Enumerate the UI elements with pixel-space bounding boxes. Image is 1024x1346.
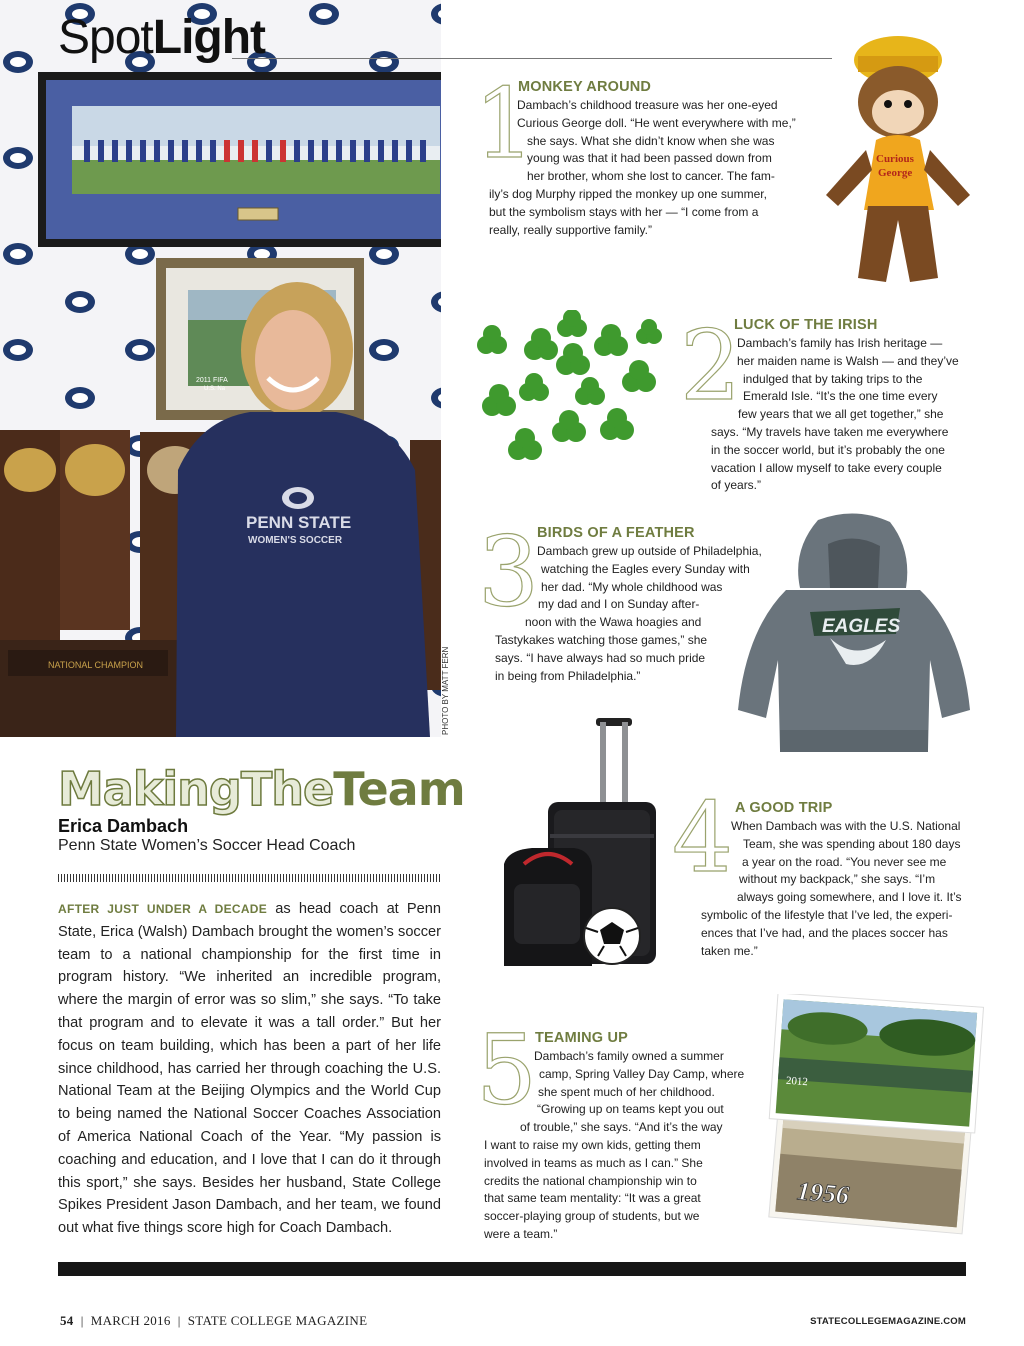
coach-photo (0, 0, 441, 737)
luggage-image (494, 714, 666, 976)
item-4-line: a year on the road. “You never see me (742, 854, 947, 869)
item-5-line: camp, Spring Valley Day Camp, where (539, 1066, 745, 1081)
item-4-line: ences that I’ve had, and the places soccer has (701, 925, 948, 940)
item-3-line: Dambach grew up outside of Philadelphia, (537, 544, 762, 558)
photo-year-1956: 1956 (795, 1176, 851, 1210)
item-1-title: MONKEY AROUND (518, 79, 652, 95)
svg-text:2011 FIFA: 2011 FIFA (196, 377, 228, 384)
website-url[interactable]: STATECOLLEGEMAGAZINE.COM (810, 1316, 966, 1327)
item-5-line: of trouble,” she says. “And it’s the way (520, 1120, 723, 1135)
page-footer-left: 54 | MARCH 2016 | STATE COLLEGE MAGAZINE (60, 1313, 368, 1328)
item-1-line: Curious George doll. “He went everywhere with me,” (517, 115, 796, 130)
photo-year-2012: 2012 (785, 1074, 809, 1089)
item-5-line: I want to raise my own kids, getting them (484, 1137, 701, 1152)
svg-text:WOMEN'S SOCCER: WOMEN'S SOCCER (248, 535, 343, 546)
item-4-line: When Dambach was with the U.S. National (731, 819, 961, 833)
svg-text:PENN STATE: PENN STATE (246, 513, 352, 532)
item-3-number: 3 (478, 516, 540, 628)
item-3-line: in being from Philadelphia.” (495, 668, 641, 683)
eagles-hoodie-logo-text: EAGLES (822, 616, 901, 637)
item-1-line: but the symbolism stays with her — “I come from a (489, 204, 759, 219)
feature-title (58, 762, 465, 816)
item-1-line: Dambach’s childhood treasure was her one-eyed (517, 98, 778, 112)
intro-paragraph (58, 898, 441, 1240)
item-2-body (710, 335, 970, 495)
item-3-title: BIRDS OF A FEATHER (537, 525, 695, 541)
svg-text:NATIONAL CHAMPION: NATIONAL CHAMPION (48, 660, 144, 670)
intro-lead: AFTER JUST UNDER A DECADE (58, 902, 268, 916)
item-3-line: says. “I have always had so much pride (495, 650, 706, 665)
item-4-line: symbolic of the lifestyle that I’ve led, the experi- (701, 907, 953, 922)
section-title-spot: Spot (58, 11, 153, 64)
page-number: 54 (60, 1313, 74, 1328)
photo-credit: PHOTO BY MATT FERN (441, 646, 450, 735)
item-2-line: in the soccer world, but it’s probably the one (711, 442, 945, 457)
svg-text:U.S. Na: U.S. Na (204, 386, 226, 392)
item-1-line: her brother, whom she lost to cancer. The fam- (527, 169, 775, 184)
item-2-line: few years that we all get together,” she (738, 407, 944, 422)
decorative-divider (58, 874, 441, 882)
item-5-line: credits the national championship win to (484, 1173, 697, 1188)
item-4-number: 4 (672, 782, 734, 894)
item-3-line: my dad and I on Sunday after- (538, 597, 700, 612)
item-3-line: Tastykakes watching those games,” she (495, 632, 708, 647)
item-5-line: Dambach’s family owned a summer (534, 1049, 724, 1063)
item-2-line: Emerald Isle. “It’s the one time every (743, 389, 938, 404)
feature-title-outline: MakingThe (58, 762, 334, 816)
footer-bar (58, 1262, 966, 1276)
svg-text:Curious: Curious (876, 153, 914, 165)
item-3-line: noon with the Wawa hoagies and (525, 615, 702, 630)
item-1-line: ily’s dog Murphy ripped the monkey up one summer, (489, 186, 767, 201)
issue-date: MARCH 2016 (90, 1313, 171, 1328)
eagles-hoodie-image (730, 510, 980, 766)
svg-text:George: George (878, 167, 913, 179)
feature-title-solid: Team (333, 762, 465, 816)
section-title (58, 11, 266, 64)
header-rule (232, 58, 832, 59)
shamrocks-image (466, 310, 666, 475)
item-5-line: she spent much of her childhood. (538, 1084, 715, 1099)
item-1-line: really, really supportive family.” (489, 222, 652, 237)
item-1-body (486, 97, 816, 239)
magazine-name: STATE COLLEGE MAGAZINE (187, 1313, 368, 1328)
item-2-title: LUCK OF THE IRISH (734, 317, 878, 333)
item-5-line: soccer-playing group of students, but we (484, 1209, 700, 1224)
item-1-line: she says. What she didn’t know when she was (527, 133, 775, 148)
coach-role: Penn State Women’s Soccer Head Coach (58, 837, 356, 854)
item-4-title: A GOOD TRIP (735, 800, 833, 816)
item-4-line: Team, she was spending about 180 days (743, 836, 961, 851)
item-5-title: TEAMING UP (535, 1030, 629, 1046)
item-2-line: indulged that by taking trips to the (743, 371, 923, 386)
item-3-line: watching the Eagles every Sunday with (541, 561, 750, 576)
camp-photos-image (766, 994, 988, 1238)
item-4-line: without my backpack,” she says. “I’m (739, 872, 936, 887)
item-5-line: involved in teams as much as I can.” She (484, 1155, 703, 1170)
item-2-line: her maiden name is Walsh — and they’ve (737, 353, 959, 368)
item-5-line: “Growing up on teams kept you out (537, 1102, 724, 1117)
coach-name: Erica Dambach (58, 816, 189, 836)
item-2-line: of years.” (711, 478, 762, 493)
item-2-number: 2 (680, 310, 742, 422)
item-4-body (700, 818, 970, 960)
intro-body: as head coach at Penn State, Erica (Walsh) Dambach brought the women’s soccer team to a national championship for the first time in program history. “We inherited an incredible program, where the margin of error was so slim,” she says. “To take that program and to elevate it was a tall order.” But her focus on team building, which has been a part of her life since childhood, has carried her through coaching the U.S. National Team at the Beijing Olympics and the World Cup to being named the National Soccer Coaches Association of America National Coach of the Year. “My passion is coaching and education, and I love that I can do it through this sport,” she says. Besides her husband, State College Spikes President Jason Dambach, and her team, we found out what five things score high for Coach Dambach. (58, 901, 441, 1237)
item-2-line: Dambach’s family has Irish heritage — (737, 336, 943, 350)
section-title-light: Light (152, 11, 266, 64)
item-2-line: vacation I allow myself to take every couple (711, 460, 942, 475)
item-5-number: 5 (476, 1014, 538, 1126)
item-5-body (482, 1048, 772, 1244)
item-3-line: her dad. “My whole childhood was (541, 579, 723, 594)
item-2-line: says. “My travels have taken me everywhere (711, 424, 949, 439)
item-4-line: always going somewhere, and I love it. It’s (737, 890, 962, 905)
item-5-line: were a team.” (484, 1226, 558, 1241)
item-5-line: that same team mentality: “It was a great (484, 1191, 701, 1206)
item-4-line: taken me.” (701, 943, 758, 958)
item-1-number: 1 (474, 68, 536, 180)
curious-george-doll-image (806, 20, 986, 290)
item-1-line: young was that it had been passed down from (527, 151, 772, 166)
